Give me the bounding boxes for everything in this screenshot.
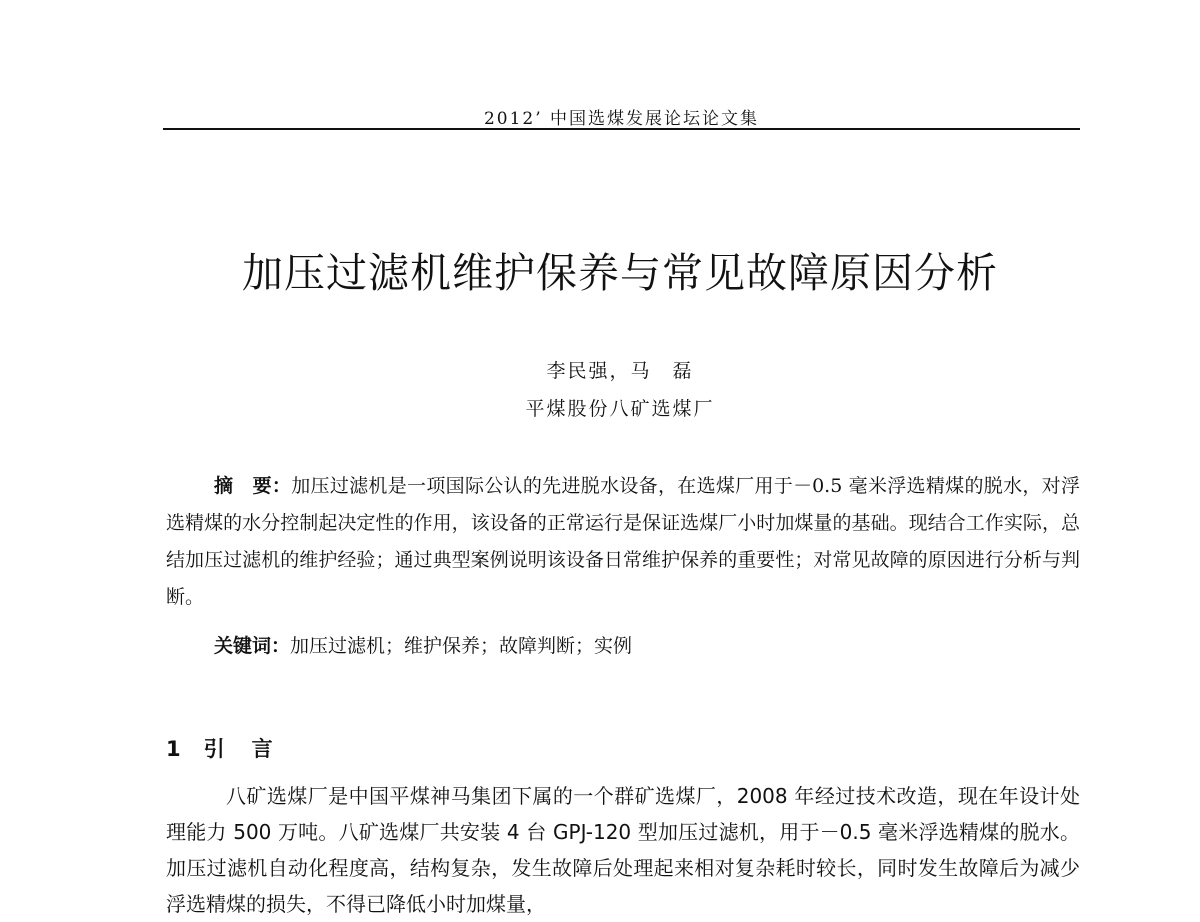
keywords-text: 加压过滤机；维护保养；故障判断；实例 <box>290 635 633 657</box>
section-heading <box>166 733 276 763</box>
section-number: 1 <box>166 737 184 761</box>
section-paragraph: 八矿选煤厂是中国平煤神马集团下属的一个群矿选煤厂，2008 年经过技术改造，现在年设计处理能力 500 万吨。八矿选煤厂共安装 4 台 GPJ-120 型加压过滤机，用于－0.5 毫米浮选精煤的脱水。加压过滤机自动化程度高，结构复杂，发生故障后处理起来相对复杂耗时较长，同时发生故障后为减少浮选精煤的损失，不得已降低小时加煤量， <box>166 784 1080 916</box>
section-title: 引 言 <box>203 737 276 761</box>
paper-title: 加压过滤机维护保养与常见故障原因分析 <box>242 249 998 297</box>
authors: 李民强，马 磊 <box>546 360 694 382</box>
abstract <box>166 468 1080 616</box>
affiliation: 平煤股份八矿选煤厂 <box>525 398 715 420</box>
abstract-label: 摘 要： <box>214 475 292 497</box>
header-rule <box>163 128 1080 130</box>
running-header: 2012’ 中国选煤发展论坛论文集 <box>483 109 760 129</box>
keywords-label: 关键词： <box>214 635 291 657</box>
keywords <box>214 628 1080 665</box>
abstract-text: 加压过滤机是一项国际公认的先进脱水设备，在选煤厂用于－0.5 毫米浮选精煤的脱水，对浮选精煤的水分控制起决定性的作用，该设备的正常运行是保证选煤厂小时加煤量的基础。现结合工作实际，总结加压过滤机的维护经验；通过典型案例说明该设备日常维护保养的重要性；对常见故障的原因进行分析与判断。 <box>166 475 1080 608</box>
